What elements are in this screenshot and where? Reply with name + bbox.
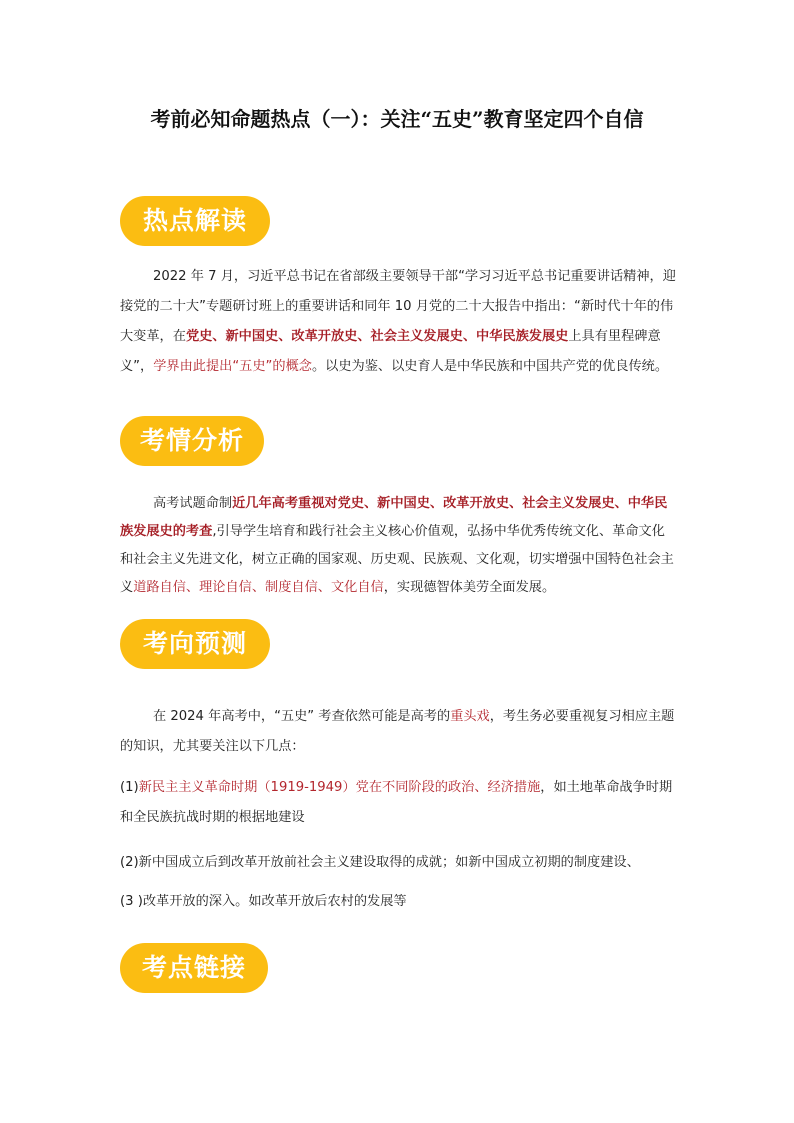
point-1-emphasis: 新民主主义革命时期（1919-1949）党在不同阶段的政治、经济措施 xyxy=(138,780,541,795)
page-title: 考前必知命题热点（一）：关注“五史”教育坚定四个自信 xyxy=(150,107,644,131)
section-heading-links: 考点链接 xyxy=(120,943,268,993)
analysis-four-confidences: 道路自信、理论自信、制度自信、文化自信 xyxy=(133,580,384,595)
hotspot-paragraph xyxy=(120,262,676,382)
hotspot-text-1: 2022 年 7 月，习近平总书记在省部级主要领导干部“学习习近平总书记重要讲话精神，迎接党的二十大”专题研讨班上的重要讲话和同年 10 月党的二十大报告中指出：“新时代十年的伟大变革，在 xyxy=(120,269,676,344)
hotspot-text-5: 。以史为鉴、以史育人是中华民族和中国共产党的优良传统。 xyxy=(311,359,669,374)
forecast-point-3: (3 )改革开放的深入。如改革开放后农村的发展等 xyxy=(120,894,407,909)
point-1-number: (1) xyxy=(120,780,139,795)
point-1-rest: ，如土地革命战争时期和全民族抗战时期的根据地建设 xyxy=(120,780,673,825)
analysis-text-5: ，实现德智体美劳全面发展。 xyxy=(383,580,556,595)
analysis-text-1: 高考试题命制 xyxy=(153,496,233,511)
analysis-paragraph xyxy=(120,490,676,602)
hotspot-text-3: 上具有里程碑意义”， xyxy=(120,329,661,374)
forecast-point-2: (2)新中国成立后到改革开放前社会主义建设取得的成就；如新中国成立初期的制度建设、 xyxy=(120,855,640,870)
section-heading-hotspot: 热点解读 xyxy=(120,196,270,246)
forecast-text-1: 在 2024 年高考中，“五史” 考查依然可能是高考的 xyxy=(153,709,451,724)
analysis-emphasis: 近几年高考重视对党史、新中国史、改革开放史、社会主义发展史、中华民族发展史的考查 xyxy=(120,496,668,539)
forecast-point-1 xyxy=(120,773,676,833)
hotspot-five-histories: 党史、新中国史、改革开放史、社会主义发展史、中华民族发展史 xyxy=(185,329,569,344)
section-heading-forecast: 考向预测 xyxy=(120,619,270,669)
forecast-text-3: ，考生务必要重视复习相应主题的知识，尤其要关注以下几点： xyxy=(120,709,675,754)
forecast-intro xyxy=(120,702,676,762)
forecast-key-point: 重头戏 xyxy=(450,709,490,724)
analysis-text-3: ,引导学生培育和践行社会主义核心价值观，弘扬中华优秀传统文化、革命文化和社会主义先进文化，树立正确的国家观、历史观、民族观、文化观，切实增强中国特色社会主义 xyxy=(120,524,674,595)
hotspot-concept: 学界由此提出“五史”的概念 xyxy=(153,359,312,374)
section-heading-analysis: 考情分析 xyxy=(120,416,264,466)
